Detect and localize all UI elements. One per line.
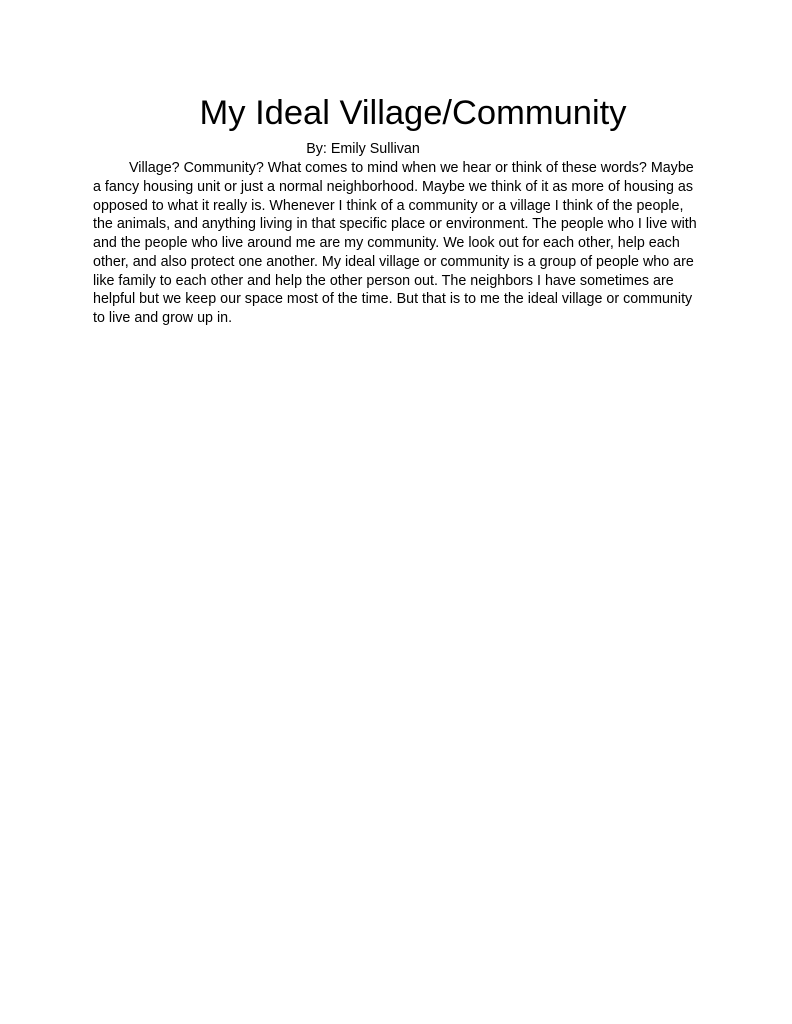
paragraph-line: opposed to what it really is. Whenever I think of a community or a village I think of the people, [93,197,684,214]
paragraph-line: a fancy housing unit or just a normal neighborhood. Maybe we think of it as more of housing as [93,178,694,195]
author-byline: By: Emily Sullivan [306,141,420,157]
paragraph-line: to live and grow up in. [93,310,233,326]
paragraph-line: Village? Community? What comes to mind when we hear or think of these words? Maybe [129,160,694,176]
paragraph-line: like family to each other and help the other person out. The neighbors I have sometimes are [93,272,674,289]
essay-paragraph [93,159,708,328]
paragraph-line: the animals, and anything living in that specific place or environment. The people who I live with [93,216,697,233]
document-title: My Ideal Village/Community [199,94,627,132]
paragraph-line: helpful but we keep our space most of the time. But that is to me the ideal village or community [93,291,693,308]
paragraph-line: other, and also protect one another. My ideal village or community is a group of people who are [93,253,694,270]
paragraph-line: and the people who live around me are my community. We look out for each other, help each [93,235,680,251]
